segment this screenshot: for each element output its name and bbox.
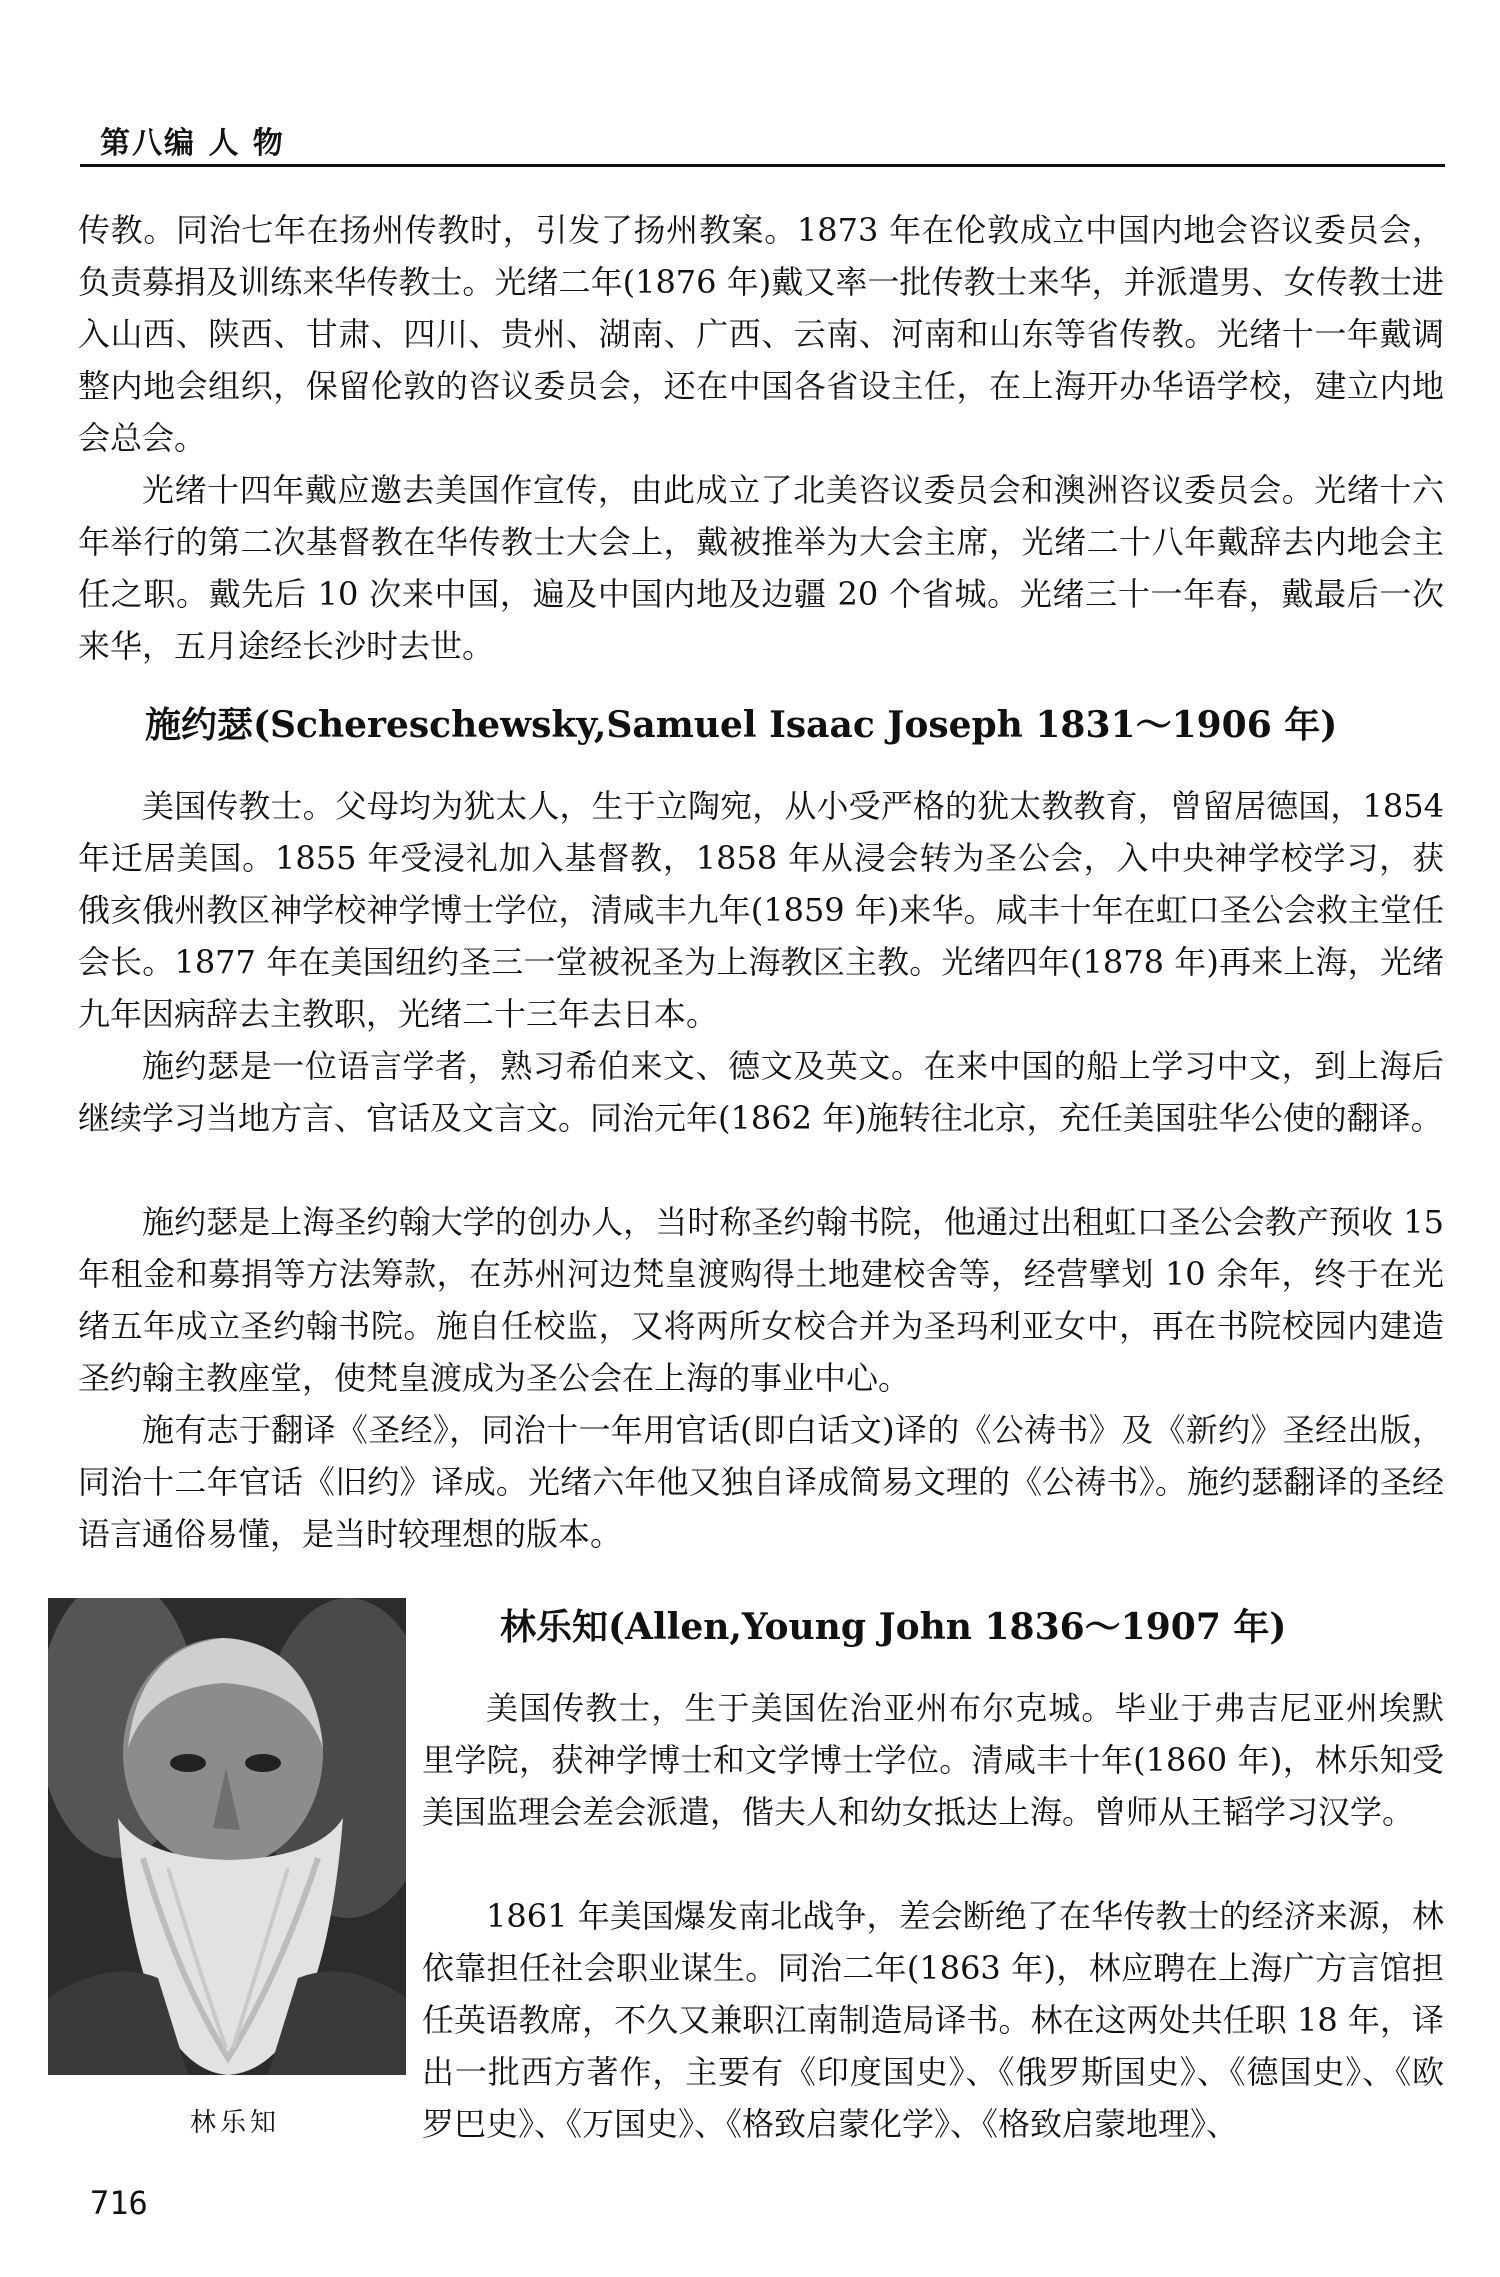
paragraph: 施约瑟是上海圣约翰大学的创办人，当时称圣约翰书院，他通过出租虹口圣公会教产预收 15 年租金和募捐等方法筹款，在苏州河边梵皇渡购得土地建校舍等，经营擘划 10 余年，终于在光绪五年成立圣约翰书院。施自任校监，又将两所女校合并为圣玛利亚女中，再在书院校园内建造圣约翰主教座堂，使梵皇渡成为圣公会在上海的事业中心。 bbox=[78, 1203, 1444, 1397]
paragraph: 施有志于翻译《圣经》，同治十一年用官话(即白话文)译的《公祷书》及《新约》圣经出版，同治十二年官话《旧约》译成。光绪六年他又独自译成简易文理的《公祷书》。施约瑟翻译的圣经语言通俗易懂，是当时较理想的版本。 bbox=[78, 1411, 1444, 1553]
portrait-illustration bbox=[48, 1598, 406, 2075]
paragraph: 1861 年美国爆发南北战争，差会断绝了在华传教士的经济来源，林依靠担任社会职业谋生。同治二年(1863 年)，林应聘在上海广方言馆担任英语教席，不久又兼职江南制造局译书。林在这两处共任职 18 年，译出一批西方著作，主要有《印度国史》、《俄罗斯国史》、《德国史》、《欧罗巴史》、《万国史》、《格致启蒙化学》、《格致启蒙地理》、 bbox=[422, 1897, 1444, 2143]
paragraph: 施约瑟是一位语言学者，熟习希伯来文、德文及英文。在来中国的船上学习中文，到上海后继续学习当地方言、官话及文言文。同治元年(1862 年)施转往北京，充任美国驻华公使的翻译。 bbox=[78, 1047, 1444, 1137]
paragraph: 美国传教士。父母均为犹太人，生于立陶宛，从小受严格的犹太教教育，曾留居德国，1854 年迁居美国。1855 年受浸礼加入基督教，1858 年从浸会转为圣公会，入中央神学校学习，获俄亥俄州教区神学校神学博士学位，清咸丰九年(1859 年)来华。咸丰十年在虹口圣公会救主堂任会长。1877 年在美国纽约圣三一堂被祝圣为上海教区主教。光绪四年(1878 年)再来上海，光绪九年因病辞去主教职，光绪二十三年去日本。 bbox=[78, 787, 1444, 1033]
paragraph: 光绪十四年戴应邀去美国作宣传，由此成立了北美咨议委员会和澳洲咨议委员会。光绪十六年举行的第二次基督教在华传教士大会上，戴被推举为大会主席，光绪二十八年戴辞去内地会主任之职。戴先后 10 次来中国，遍及中国内地及边疆 20 个省城。光绪三十一年春，戴最后一次来华，五月途经长沙时去世。 bbox=[78, 471, 1444, 665]
paragraph-continued: 传教。同治七年在扬州传教时，引发了扬州教案。1873 年在伦敦成立中国内地会咨议委员会，负责募捐及训练来华传教士。光绪二年(1876 年)戴又率一批传教士来华，并派遣男、女传教士进入山西、陕西、甘肃、四川、贵州、湖南、广西、云南、河南和山东等省传教。光绪十一年戴调整内地会组织，保留伦敦的咨议委员会，还在中国各省设主任，在上海开办华语学校，建立内地会总会。 bbox=[78, 211, 1444, 457]
entry-heading-schereschewsky: 施约瑟(Schereschewsky,Samuel Isaac Joseph 1831～1906 年) bbox=[145, 704, 1338, 746]
running-header bbox=[80, 118, 1445, 162]
page-number: 716 bbox=[90, 2184, 148, 2222]
entry-heading-allen: 林乐知(Allen,Young John 1836～1907 年) bbox=[500, 1606, 1287, 1648]
header-title: 第八编 人 物 bbox=[100, 126, 285, 161]
photo-caption: 林乐知 bbox=[190, 2108, 281, 2138]
header-rule bbox=[80, 164, 1445, 167]
portrait-photo bbox=[48, 1598, 406, 2075]
paragraph: 美国传教士，生于美国佐治亚州布尔克城。毕业于弗吉尼亚州埃默里学院，获神学博士和文学博士学位。清咸丰十年(1860 年)，林乐知受美国监理会差会派遣，偕夫人和幼女抵达上海。曾师从王韬学习汉学。 bbox=[422, 1689, 1444, 1831]
